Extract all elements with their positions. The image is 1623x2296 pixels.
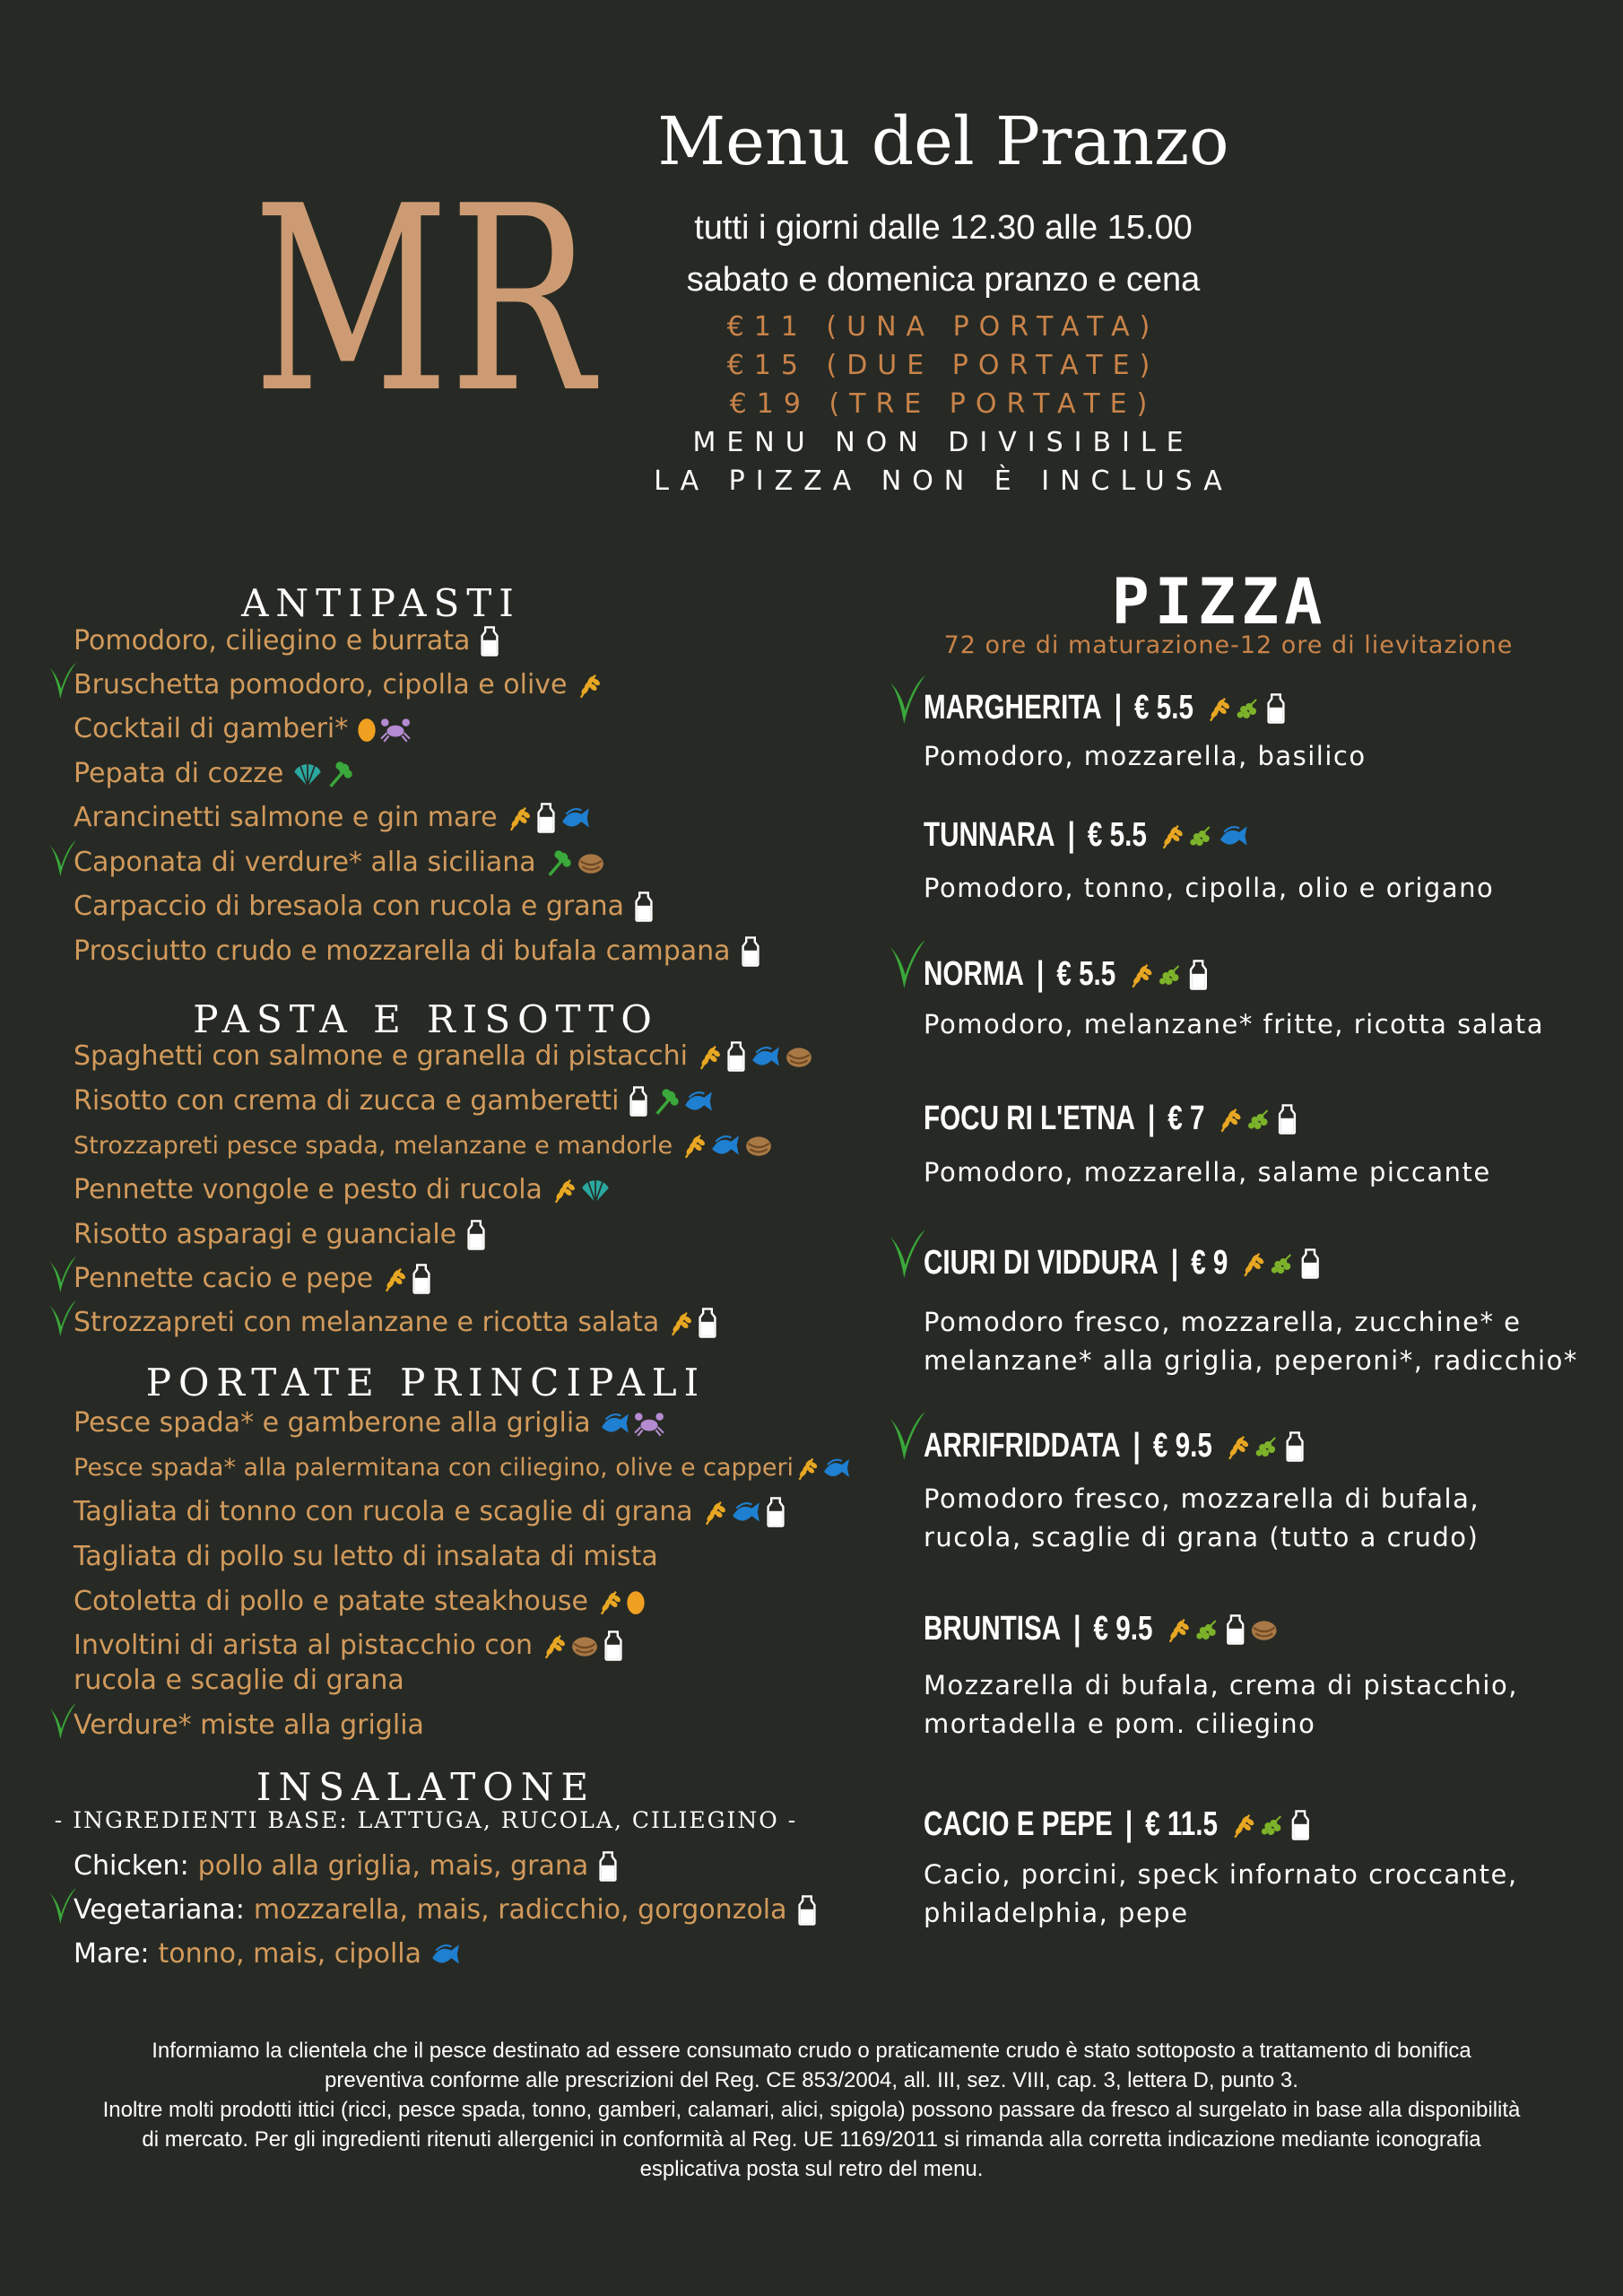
hours-weekdays: tutti i giorni dalle 12.30 alle 15.00 xyxy=(694,209,1193,247)
nut-icon xyxy=(785,1043,813,1070)
wheat-icon xyxy=(681,1131,707,1160)
grape-icon xyxy=(1246,1106,1273,1133)
wheat-icon xyxy=(1225,1432,1250,1461)
section-antipasti-title: ANTIPASTI xyxy=(241,581,521,625)
crab-icon xyxy=(634,1410,664,1437)
milk-icon xyxy=(628,1086,649,1117)
wheat-icon xyxy=(1165,1615,1190,1644)
grape-icon xyxy=(1235,695,1262,722)
milk-icon xyxy=(1224,1614,1245,1645)
footer-line: esplicativa posta sul retro del menu. xyxy=(639,2157,984,2181)
logo-text: MR xyxy=(253,152,600,449)
antipasto-item: Carpaccio di bresaola con rucola e grana xyxy=(74,891,655,922)
pizza-description: Pomodoro, mozzarella, basilico xyxy=(924,741,1367,771)
grape-icon xyxy=(1193,1616,1220,1643)
celery-icon xyxy=(545,848,572,877)
price-one-course: €11 (UNA PORTATA) xyxy=(726,311,1160,343)
celery-icon xyxy=(653,1087,680,1116)
section-pizza-title: PIZZA xyxy=(1111,565,1328,639)
vegetarian-icon xyxy=(888,935,927,993)
milk-icon xyxy=(740,936,761,967)
pizza-name: FOCU RI L'ETNA | € 7 xyxy=(924,1100,1280,1138)
pizza-name: NORMA | € 5.5 xyxy=(924,955,1192,994)
milk-icon xyxy=(1299,1248,1321,1279)
grape-icon xyxy=(1254,1433,1280,1460)
milk-icon xyxy=(697,1308,718,1338)
vegetarian-icon xyxy=(888,1225,927,1283)
main-course-item: Pesce spada* alla palermitana con ciliegino, olive e capperi xyxy=(74,1454,851,1482)
fish-icon xyxy=(710,1132,741,1159)
milk-icon xyxy=(603,1631,624,1661)
wheat-icon xyxy=(597,1587,622,1616)
fish-icon xyxy=(751,1043,781,1070)
pasta-item: Risotto asparagi e guanciale xyxy=(74,1219,487,1250)
wheat-icon xyxy=(702,1498,727,1526)
pizza-name: BRUNTISA | € 9.5 xyxy=(924,1610,1254,1648)
wheat-icon xyxy=(1240,1249,1265,1278)
vegetarian-icon xyxy=(888,671,927,728)
fish-icon xyxy=(683,1088,714,1115)
milk-icon xyxy=(479,626,500,657)
grape-icon xyxy=(1157,961,1184,988)
price-two-courses: €15 (DUE PORTATE) xyxy=(726,350,1160,381)
pizza-description: Cacio, porcini, speck infornato croccante, philadelphia, pepe xyxy=(924,1859,1518,1928)
fish-icon xyxy=(560,804,591,831)
salad-item: Mare: tonno, mais, cipolla xyxy=(74,1938,461,1970)
wheat-icon xyxy=(697,1042,722,1071)
milk-icon xyxy=(597,1851,619,1882)
salad-item: Chicken: pollo alla griglia, mais, grana xyxy=(74,1850,619,1882)
antipasto-item: Bruschetta pomodoro, cipolla e olive xyxy=(74,669,602,700)
fish-icon xyxy=(822,1456,851,1481)
main-course-item: Cotoletta di pollo e patate steakhouse xyxy=(74,1586,646,1617)
pizza-description: Pomodoro, tonno, cipolla, olio e origano xyxy=(924,873,1495,903)
footer-line: Inoltre molti prodotti ittici (ricci, pesce spada, tonno, gamberi, calamari, alici, spigola) possono passare da fresco al surgelato in base alla disponibilità xyxy=(102,2098,1521,2122)
footer-line: Informiamo la clientela che il pesce destinato ad essere consumato crudo o praticamente crudo è stato sottoposto a trattamento di bonifica xyxy=(152,2039,1471,2063)
wheat-icon xyxy=(795,1455,819,1482)
nut-icon xyxy=(570,1632,599,1659)
antipasto-item: Prosciutto crudo e mozzarella di bufala campana xyxy=(74,935,761,967)
antipasto-item: Pomodoro, ciliegino e burrata xyxy=(74,625,500,657)
pizza-name: CACIO E PEPE | € 11.5 xyxy=(924,1805,1293,1844)
pizza-name: ARRIFRIDDATA | € 9.5 xyxy=(924,1427,1288,1465)
shell-icon xyxy=(292,760,323,788)
pizza-description: Pomodoro, melanzane* fritte, ricotta salata xyxy=(924,1009,1544,1039)
grape-icon xyxy=(1269,1250,1296,1277)
price-three-courses: €19 (TRE PORTATE) xyxy=(729,388,1158,420)
note-pizza-excluded: LA PIZZA NON È INCLUSA xyxy=(654,465,1233,497)
nut-icon xyxy=(576,849,606,876)
footer-disclaimer xyxy=(81,2036,1542,2184)
milk-icon xyxy=(725,1041,747,1072)
pasta-item: Strozzapreti pesce spada, melanzane e mandorle xyxy=(74,1131,773,1160)
milk-icon xyxy=(1187,960,1209,990)
pasta-item: Pennette vongole e pesto di rucola xyxy=(74,1174,611,1205)
milk-icon xyxy=(1289,1810,1311,1840)
milk-icon xyxy=(796,1895,818,1926)
grape-icon xyxy=(1188,822,1215,849)
pizza-description: Pomodoro fresco, mozzarella di bufala, rucola, scaglie di grana (tutto a crudo) xyxy=(924,1483,1480,1552)
pasta-item: Risotto con crema di zucca e gamberetti xyxy=(74,1085,714,1117)
footer-line: preventiva conforme alle prescrizioni del Reg. CE 853/2004, all. III, sez. VIII, cap. 3, lettera D, punto 3. xyxy=(325,2068,1298,2092)
grape-icon xyxy=(1259,1812,1286,1839)
main-course-item: Involtini di arista al pistacchio con xyxy=(74,1630,624,1661)
milk-icon xyxy=(765,1497,786,1527)
footer-line: di mercato. Per gli ingredienti ritenuti allergenici in conformità al Reg. UE 1169/2011 si rimanda alla corretta indicazione mediante iconografia xyxy=(142,2127,1481,2152)
milk-icon xyxy=(1265,693,1287,724)
wheat-icon xyxy=(1159,822,1185,850)
wheat-icon xyxy=(542,1631,567,1660)
wheat-icon xyxy=(1128,961,1153,989)
milk-icon xyxy=(633,891,655,922)
section-pasta-title: PASTA E RISOTTO xyxy=(193,997,659,1041)
pizza-description: Mozzarella di bufala, crema di pistacchio, mortadella e pom. ciliegino xyxy=(924,1670,1518,1739)
wheat-icon xyxy=(1206,694,1231,723)
antipasto-item: Pepata di cozze xyxy=(74,758,353,789)
main-course-item: Verdure* miste alla griglia xyxy=(74,1709,424,1741)
wheat-icon xyxy=(577,671,602,700)
pizza-name: CIURI DI VIDDURA | € 9 xyxy=(924,1244,1304,1283)
celery-icon xyxy=(326,760,353,788)
antipasto-item: Arancinetti salmone e gin mare xyxy=(74,802,591,833)
wheat-icon xyxy=(1218,1105,1243,1134)
milk-icon xyxy=(411,1264,432,1294)
milk-icon xyxy=(465,1220,487,1250)
milk-icon xyxy=(1276,1104,1298,1135)
main-course-item: Tagliata di tonno con rucola e scaglie di grana xyxy=(74,1496,786,1527)
main-course-item: Pesce spada* e gamberone alla griglia xyxy=(74,1407,664,1439)
salad-item: Vegetariana: mozzarella, mais, radicchio, gorgonzola xyxy=(74,1894,818,1926)
pizza-name: MARGHERITA | € 5.5 xyxy=(924,689,1269,727)
milk-icon xyxy=(1284,1431,1306,1462)
fish-icon xyxy=(430,1941,461,1968)
milk-icon xyxy=(535,803,557,833)
egg-icon xyxy=(357,716,377,743)
hours-weekend: sabato e domenica pranzo e cena xyxy=(686,261,1201,299)
nut-icon xyxy=(1249,1616,1278,1643)
fish-icon xyxy=(1219,822,1249,849)
pizza-description: Pomodoro fresco, mozzarella, zucchine* e melanzane* alla griglia, peperoni*, radicchio* xyxy=(924,1307,1578,1376)
wheat-icon xyxy=(382,1265,407,1293)
antipasto-item: Caponata di verdure* alla siciliana xyxy=(74,847,606,878)
pasta-item: Spaghetti con salmone e granella di pistacchi xyxy=(74,1040,813,1072)
wheat-icon xyxy=(668,1309,693,1337)
wheat-icon xyxy=(507,804,532,832)
shell-icon xyxy=(580,1176,611,1205)
section-principali-title: PORTATE PRINCIPALI xyxy=(145,1361,707,1405)
antipasto-item: Cocktail di gamberi* xyxy=(74,713,411,744)
wheat-icon xyxy=(551,1176,577,1205)
main-course-item-cont: rucola e scaglie di grana xyxy=(74,1665,404,1696)
main-course-item: Tagliata di pollo su letto di insalata di mista xyxy=(74,1541,658,1572)
pizza-description: Pomodoro, mozzarella, salame piccante xyxy=(924,1157,1491,1187)
fish-icon xyxy=(731,1499,761,1526)
egg-icon xyxy=(626,1588,646,1615)
pizza-name: TUNNARA | € 5.5 xyxy=(924,816,1229,855)
pizza-subtitle: 72 ore di maturazione-12 ore di lievitazione xyxy=(943,631,1514,659)
nut-icon xyxy=(744,1132,773,1159)
note-not-divisible: MENU NON DIVISIBILE xyxy=(692,427,1194,458)
menu-title: Menu del Pranzo xyxy=(657,103,1229,180)
wheat-icon xyxy=(1230,1811,1255,1839)
pasta-item: Pennette cacio e pepe xyxy=(74,1263,432,1294)
pasta-item: Strozzapreti con melanzane e ricotta salata xyxy=(74,1307,718,1338)
crab-icon xyxy=(380,716,411,743)
section-insalatone-title: INSALATONE xyxy=(256,1765,596,1809)
insalatone-subtitle: - INGREDIENTI BASE: LATTUGA, RUCOLA, CILIEGINO - xyxy=(54,1807,798,1833)
vegetarian-icon xyxy=(888,1407,927,1465)
fish-icon xyxy=(600,1410,630,1437)
